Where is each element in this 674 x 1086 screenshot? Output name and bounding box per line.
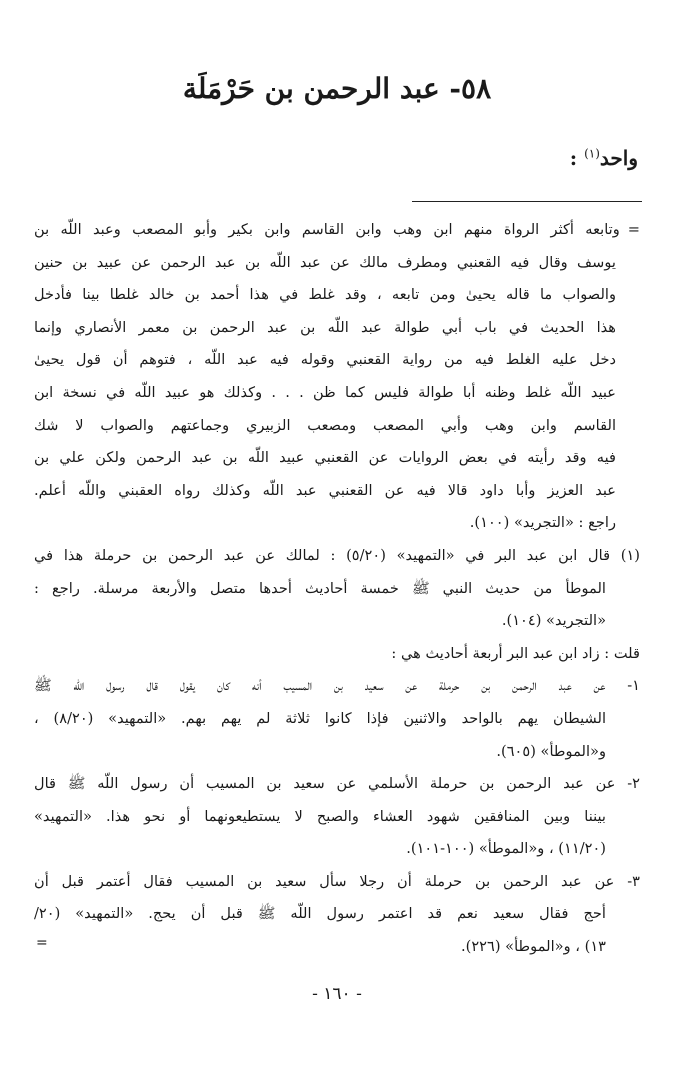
footnote-reference: (١) (584, 146, 600, 161)
footnote-line: عبد العزيز وأبا داود قالا فيه عن القعنبي عبد اللّه وكذلك رواه العقبني واللّه أعلم. (34, 481, 616, 499)
footnote-line: عبيد اللّه غلط وظنه أبا طوالة فليس كما ظن . . . وكذلك هو عبيد اللّه في نسخة ابن (34, 383, 616, 401)
footnote-line: ١٣) ، و«الموطأ» (٢٢٦). (460, 938, 606, 956)
footnote-line: «التجريد» (١٠٤). (501, 612, 606, 630)
footnote-line: قلت : زاد ابن عبد البر أربعة أحاديث هي : (391, 644, 640, 662)
footnote-line: راجع : «التجريد» (١٠٠). (469, 514, 616, 532)
footnote-line: أحج فقال سعيد نعم قد اعتمر رسول اللّه ﷺ قبل أن يحج. «التمهيد» (٢٠/ (34, 905, 606, 923)
page-title: ٥٨- عبد الرحمن بن حَرْمَلَة (182, 72, 492, 105)
footnote-line: هذا الحديث في باب أبي طوالة عبد اللّه بن عبد الرحمن بن معمر الأنصاري وإنما (34, 318, 616, 336)
footnote-line: =وتابعه أكثر الرواة منهم ابن وهب وابن القاسم وابن بكير وأبو المصعب وعبد اللّه بن (34, 214, 640, 247)
footnote-separator (412, 201, 642, 202)
footnote-end-mark: = (36, 935, 48, 951)
footnote-line: بيننا وبين المنافقين شهود العشاء والصبح لا يستطيعونهما أو نحو هذا. «التمهيد» (34, 807, 606, 825)
footnote-line: والصواب ما قاله يحيىٰ ومن تابعه ، وقد غلط في هذا أحمد بن خالد غلطا بينا فأدخل (34, 286, 616, 304)
footnote-line: و«الموطأ» (٦٠٥). (496, 742, 606, 760)
footnote-line: القاسم وابن وهب وأبي المصعب ومصعب الزبيري وجماعتهم والصواب لا شك (34, 416, 616, 434)
footnote-line: ٢- عن عبد الرحمن بن حرملة الأسلمي عن سعيد بن المسيب أن رسول اللّه ﷺ قال (34, 775, 640, 793)
section-label: واحد (599, 146, 638, 170)
footnote-line: ٣- عن عبد الرحمن بن حرملة أن رجلا سأل سعيد بن المسيب فقال أعتمر قبل أن (34, 872, 640, 890)
footnote-line: (١١/٢٠) ، و«الموطأ» (١٠٠-١٠١). (406, 840, 606, 858)
footnote-line: (١) قال ابن عبد البر في «التمهيد» (٥/٢٠) : لمالك عن عبد الرحمن بن حرملة هذا في (34, 546, 640, 564)
footnote-line: ١- عن عبد الرحمن بن حرملة عن سعيد بن المسيب أنه كان يقول قال رسول اللّه ﷺ (34, 677, 640, 695)
footnote-line: الشيطان يهم بالواحد والاثنين فإذا كانوا ثلاثة لم يهم بهم. «التمهيد» (٨/٢٠) ، (34, 709, 607, 727)
footnote-line: دخل عليه الغلط فيه من رواية القعنبي وقوله فيه عبد اللّه ، فتوهم أن قول يحيىٰ (34, 351, 616, 369)
section-colon: : (569, 146, 578, 170)
footnote-line: فيه وقد رأيته في بعض الروايات عن القعنبي عبيد اللّه بن عبد الرحمن ولكن علي بن (34, 449, 616, 467)
continuation-mark: = (627, 221, 640, 238)
footnote-line: يوسف وقال فيه القعنبي ومطرف مالك عن عبد اللّه بن عبد الرحمن عن عبيد بن حنين (34, 253, 616, 271)
footnotes-block (34, 214, 640, 964)
section-heading (570, 146, 638, 170)
footnote-line: الموطأ من حديث النبي ﷺ خمسة أحاديث أحدها متصل والأربعة مرسلة. راجع : (34, 579, 606, 597)
page-number: - ١٦٠ - (312, 984, 362, 1004)
